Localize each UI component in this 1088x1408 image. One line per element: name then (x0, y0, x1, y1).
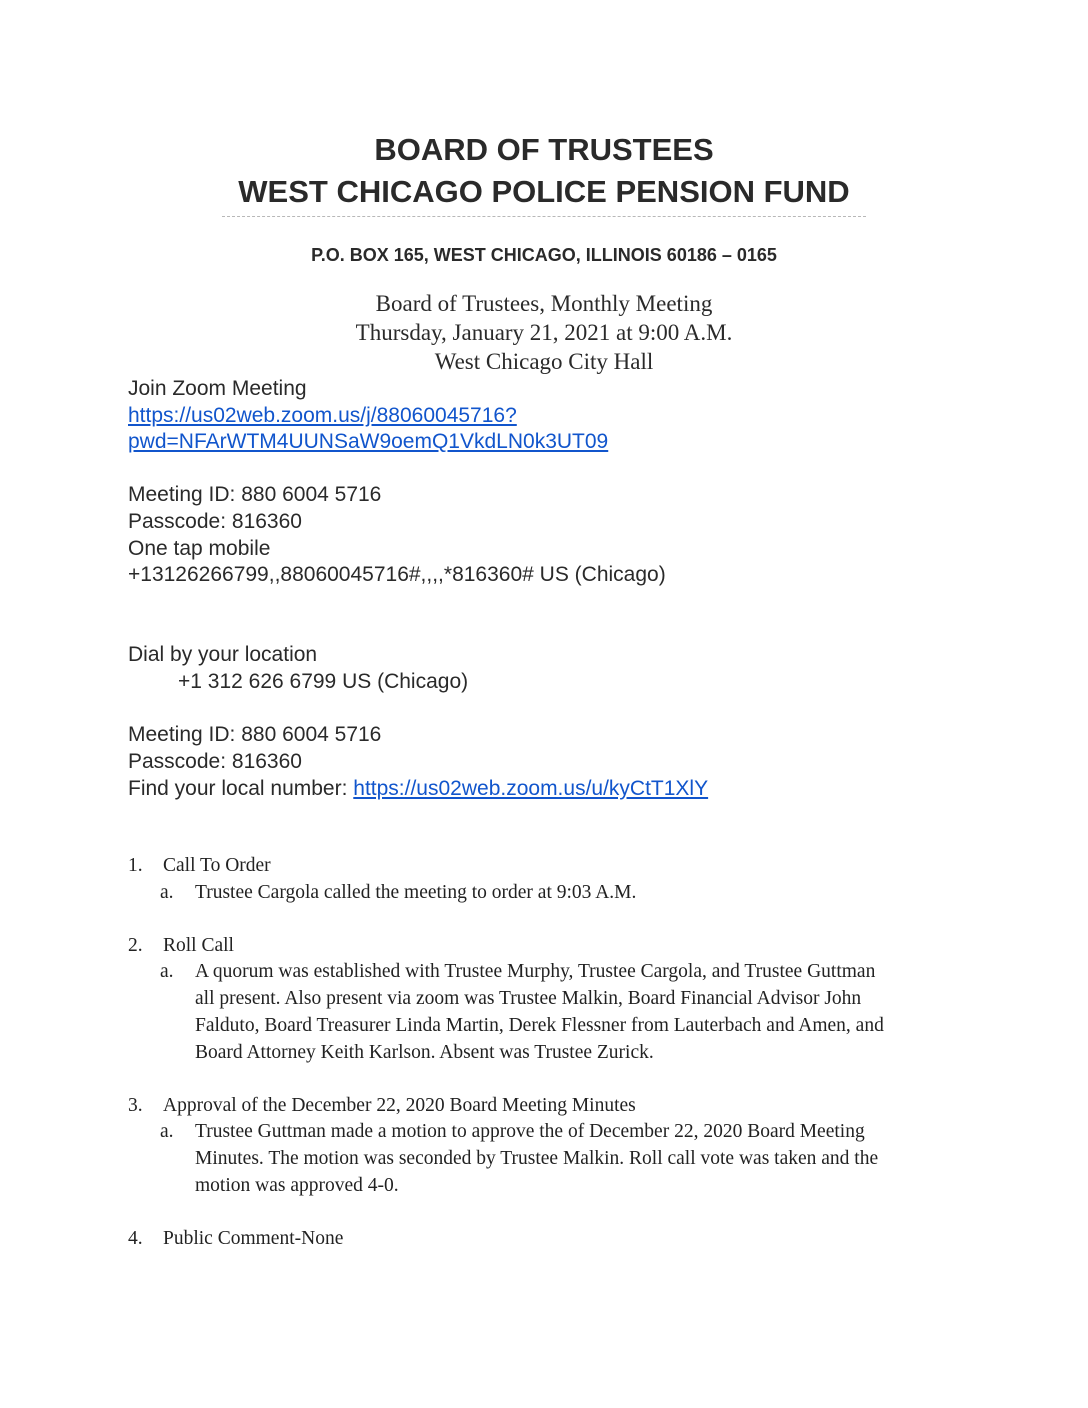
agenda-1-sub-a-text (195, 879, 965, 906)
text-line: Minutes. The motion was seconded by Trustee Malkin. Roll call vote was taken and the (195, 1148, 879, 1169)
agenda-number-1: 1. (128, 855, 143, 876)
mailing-address: P.O. BOX 165, WEST CHICAGO, ILLINOIS 60186 – 0165 (311, 245, 777, 265)
find-local-link[interactable]: https://us02web.zoom.us/u/kyCtT1XlY (353, 777, 709, 800)
agenda-3-sub-a-text (195, 1118, 965, 1199)
meeting-location: West Chicago City Hall (434, 349, 654, 374)
agenda-title-4: Public Comment-None (163, 1228, 344, 1249)
find-local-number (128, 776, 708, 802)
text-line: A quorum was established with Trustee Murphy, Trustee Cargola, and Trustee Guttman (195, 961, 876, 982)
agenda-2-sub-a-letter: a. (160, 961, 174, 982)
agenda-number-3: 3. (128, 1095, 143, 1116)
title-line-2: WEST CHICAGO POLICE PENSION FUND (238, 174, 850, 209)
zoom-join-link-line-1[interactable]: https://us02web.zoom.us/j/88060045716? (128, 404, 517, 427)
zoom-join-link[interactable] (128, 403, 608, 455)
dial-number: +1 312 626 6799 US (Chicago) (178, 670, 469, 693)
one-tap-label: One tap mobile (128, 537, 271, 560)
text-line: motion was approved 4-0. (195, 1175, 399, 1196)
agenda-title-3: Approval of the December 22, 2020 Board Meeting Minutes (163, 1095, 636, 1116)
text-line: Trustee Cargola called the meeting to order at 9:03 A.M. (195, 882, 637, 903)
agenda-1-sub-a-letter: a. (160, 882, 174, 903)
meeting-name: Board of Trustees, Monthly Meeting (375, 291, 713, 316)
meeting-id-repeat: Meeting ID: 880 6004 5716 (128, 723, 382, 746)
dial-by-location-label: Dial by your location (128, 643, 318, 666)
text-line: Falduto, Board Treasurer Linda Martin, Derek Flessner from Lauterbach and Amen, and (195, 1015, 884, 1036)
passcode-repeat: Passcode: 816360 (128, 750, 302, 773)
one-tap-number: +13126266799,,88060045716#,,,,*816360# US (Chicago) (128, 563, 666, 586)
meeting-id: Meeting ID: 880 6004 5716 (128, 483, 382, 506)
meeting-datetime: Thursday, January 21, 2021 at 9:00 A.M. (355, 320, 733, 345)
text-line: Board Attorney Keith Karlson. Absent was Trustee Zurick. (195, 1042, 654, 1063)
agenda-number-2: 2. (128, 935, 143, 956)
text-line: all present. Also present via zoom was Trustee Malkin, Board Financial Advisor John (195, 988, 862, 1009)
header-divider (222, 216, 866, 217)
agenda-3-sub-a-letter: a. (160, 1121, 174, 1142)
title-line-1: BOARD OF TRUSTEES (374, 132, 714, 167)
passcode: Passcode: 816360 (128, 510, 302, 533)
agenda-title-2: Roll Call (163, 935, 234, 956)
join-zoom-label: Join Zoom Meeting (128, 377, 307, 400)
agenda-2-sub-a-text (195, 958, 965, 1066)
agenda-number-4: 4. (128, 1228, 143, 1249)
zoom-join-link-line-2[interactable]: pwd=NFArWTM4UUNSaW9oemQ1VkdLN0k3UT09 (128, 430, 609, 453)
text-line: Trustee Guttman made a motion to approve the of December 22, 2020 Board Meeting (195, 1121, 865, 1142)
agenda-title-1: Call To Order (163, 855, 271, 876)
find-local-label: Find your local number: (128, 777, 354, 800)
